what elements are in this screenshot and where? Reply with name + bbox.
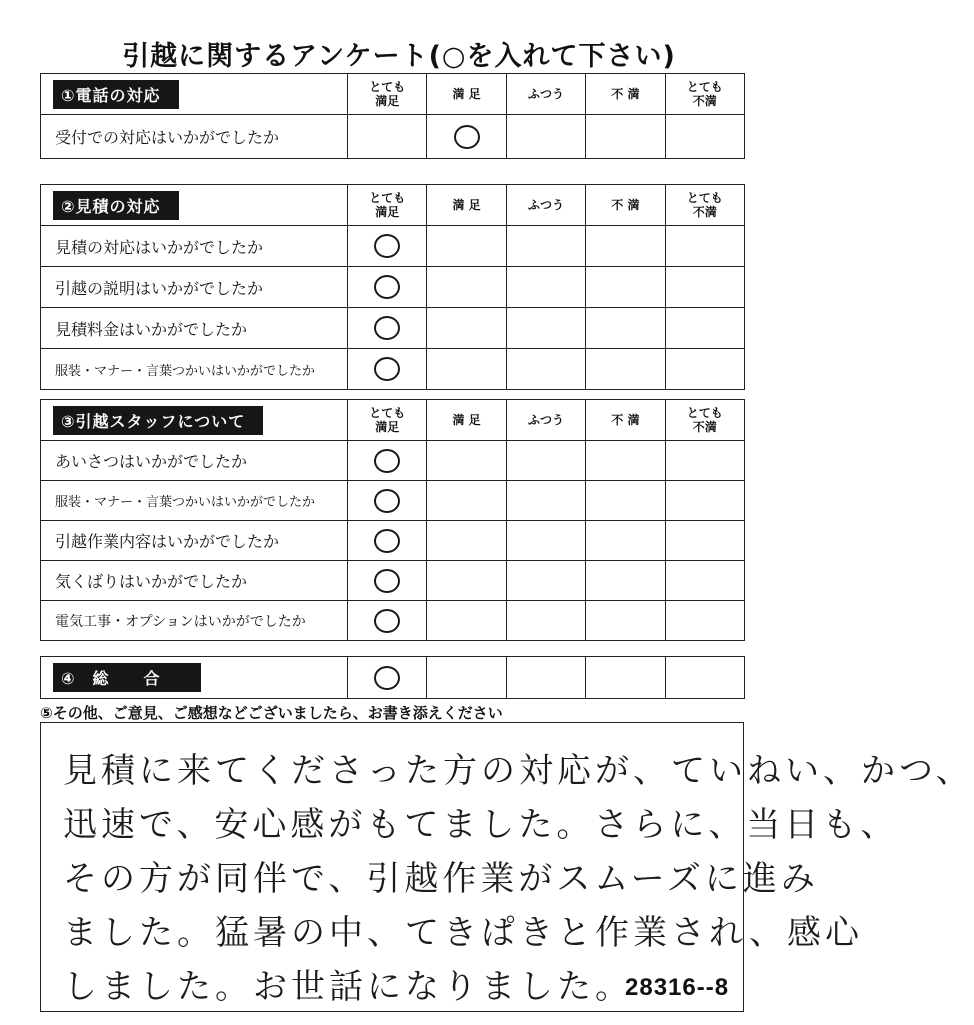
question-row: [41, 521, 745, 561]
question-text: 引越の説明はいかがでしたか: [41, 267, 348, 308]
selected-circle-mark: [374, 609, 400, 633]
handwritten-line: 見積に来てくださった方の対応が、ていねい、かつ、: [63, 751, 974, 791]
answer-cell[interactable]: [506, 521, 585, 561]
col-satisfied: 満 足: [427, 400, 506, 441]
col-very-unsatisfied: とても 不満: [665, 185, 744, 226]
answer-cell[interactable]: [506, 115, 585, 159]
handwritten-line: 迅速で、安心感がもてました。さらに、当日も、: [63, 805, 899, 845]
question-row: [41, 657, 745, 699]
answer-cell[interactable]: [586, 561, 665, 601]
answer-cell[interactable]: [506, 308, 585, 349]
answer-cell[interactable]: [586, 349, 665, 390]
answer-cell[interactable]: [348, 267, 427, 308]
col-unsatisfied: 不 満: [586, 185, 665, 226]
question-row: [41, 308, 745, 349]
answer-cell[interactable]: [427, 349, 506, 390]
handwritten-line: ました。猛暑の中、てきぱきと作業され、感心: [63, 913, 864, 953]
answer-cell[interactable]: [348, 349, 427, 390]
question-text: 気くばりはいかがでしたか: [41, 561, 348, 601]
question-text: 受付での対応はいかがでしたか: [41, 115, 348, 159]
answer-cell[interactable]: [586, 441, 665, 481]
answer-cell[interactable]: [348, 657, 427, 699]
col-very-satisfied: とても 満足: [348, 74, 427, 115]
answer-cell[interactable]: [665, 226, 744, 267]
question-row: [41, 115, 745, 159]
answer-cell[interactable]: [427, 521, 506, 561]
answer-cell[interactable]: [586, 115, 665, 159]
question-text: 服装・マナー・言葉つかいはいかがでしたか: [41, 481, 348, 521]
answer-cell[interactable]: [506, 441, 585, 481]
answer-cell[interactable]: [427, 657, 506, 699]
comment-box[interactable]: [40, 722, 974, 1012]
question-text: 見積の対応はいかがでしたか: [41, 226, 348, 267]
answer-cell[interactable]: [665, 601, 744, 641]
col-satisfied: 満 足: [427, 185, 506, 226]
question-row: [41, 601, 745, 641]
col-unsatisfied: 不 満: [586, 74, 665, 115]
answer-cell[interactable]: [427, 601, 506, 641]
answer-cell[interactable]: [348, 115, 427, 159]
answer-cell[interactable]: [665, 657, 744, 699]
answer-cell[interactable]: [506, 561, 585, 601]
section-heading: ④ 総 合: [53, 663, 201, 692]
answer-cell[interactable]: [586, 601, 665, 641]
answer-cell[interactable]: [506, 349, 585, 390]
question-row: [41, 226, 745, 267]
answer-cell[interactable]: [348, 521, 427, 561]
answer-cell[interactable]: [506, 481, 585, 521]
answer-cell[interactable]: [427, 308, 506, 349]
selected-circle-mark: [374, 569, 400, 593]
selected-circle-mark: [374, 316, 400, 340]
section-heading: ①電話の対応: [53, 80, 179, 109]
answer-cell[interactable]: [665, 521, 744, 561]
col-normal: ふつう: [506, 74, 585, 115]
col-very-unsatisfied: とても 不満: [665, 74, 744, 115]
selected-circle-mark: [374, 234, 400, 258]
answer-cell[interactable]: [665, 561, 744, 601]
col-very-satisfied: とても 満足: [348, 400, 427, 441]
selected-circle-mark: [374, 275, 400, 299]
survey-title: 引越に関するアンケート(○を入れて下さい): [122, 41, 676, 72]
col-normal: ふつう: [506, 400, 585, 441]
question-row: [41, 267, 745, 308]
answer-cell[interactable]: [427, 115, 506, 159]
handwritten-line: しました。お世話になりました。: [63, 967, 633, 1007]
answer-cell[interactable]: [586, 267, 665, 308]
answer-cell[interactable]: [506, 657, 585, 699]
answer-cell[interactable]: [665, 308, 744, 349]
selected-circle-mark: [374, 489, 400, 513]
question-text: 服装・マナー・言葉つかいはいかがでしたか: [41, 349, 348, 390]
answer-cell[interactable]: [665, 267, 744, 308]
selected-circle-mark: [454, 125, 480, 149]
answer-cell[interactable]: [348, 561, 427, 601]
answer-cell[interactable]: [348, 308, 427, 349]
answer-cell[interactable]: [665, 441, 744, 481]
selected-circle-mark: [374, 357, 400, 381]
col-very-satisfied: とても 満足: [348, 185, 427, 226]
answer-cell[interactable]: [427, 226, 506, 267]
question-text: 見積料金はいかがでしたか: [41, 308, 348, 349]
document-number: 28316--8: [625, 974, 730, 1001]
col-normal: ふつう: [506, 185, 585, 226]
section-phone-table: [40, 73, 745, 159]
answer-cell[interactable]: [348, 481, 427, 521]
section-overall-table: [40, 656, 745, 699]
answer-cell[interactable]: [427, 267, 506, 308]
answer-cell[interactable]: [586, 481, 665, 521]
answer-cell[interactable]: [665, 481, 744, 521]
handwritten-line: その方が同伴で、引越作業がスムーズに進み: [63, 859, 819, 899]
answer-cell[interactable]: [427, 441, 506, 481]
answer-cell[interactable]: [427, 481, 506, 521]
answer-cell[interactable]: [427, 561, 506, 601]
selected-circle-mark: [374, 529, 400, 553]
selected-circle-mark: [374, 449, 400, 473]
col-very-unsatisfied: とても 不満: [665, 400, 744, 441]
answer-cell[interactable]: [586, 521, 665, 561]
question-row: [41, 561, 745, 601]
section-heading: ③引越スタッフについて: [53, 406, 263, 435]
question-text: 引越作業内容はいかがでしたか: [41, 521, 348, 561]
answer-cell[interactable]: [586, 226, 665, 267]
answer-cell[interactable]: [586, 657, 665, 699]
answer-cell[interactable]: [348, 226, 427, 267]
selected-circle-mark: [374, 666, 400, 690]
question-row: [41, 441, 745, 481]
comment-label: ⑤その他、ご意見、ご感想などございましたら、お書き添えください: [40, 704, 503, 722]
answer-cell[interactable]: [348, 601, 427, 641]
question-text: 電気工事・オプションはいかがでしたか: [41, 601, 348, 641]
answer-cell[interactable]: [506, 267, 585, 308]
section-estimate-table: [40, 184, 745, 390]
col-unsatisfied: 不 満: [586, 400, 665, 441]
question-text: あいさつはいかがでしたか: [41, 441, 348, 481]
question-row: [41, 481, 745, 521]
section-staff-table: [40, 399, 745, 641]
answer-cell[interactable]: [665, 349, 744, 390]
section-heading: ②見積の対応: [53, 191, 179, 220]
answer-cell[interactable]: [665, 115, 744, 159]
answer-cell[interactable]: [348, 441, 427, 481]
col-satisfied: 満 足: [427, 74, 506, 115]
answer-cell[interactable]: [506, 226, 585, 267]
answer-cell[interactable]: [586, 308, 665, 349]
question-row: [41, 349, 745, 390]
answer-cell[interactable]: [506, 601, 585, 641]
